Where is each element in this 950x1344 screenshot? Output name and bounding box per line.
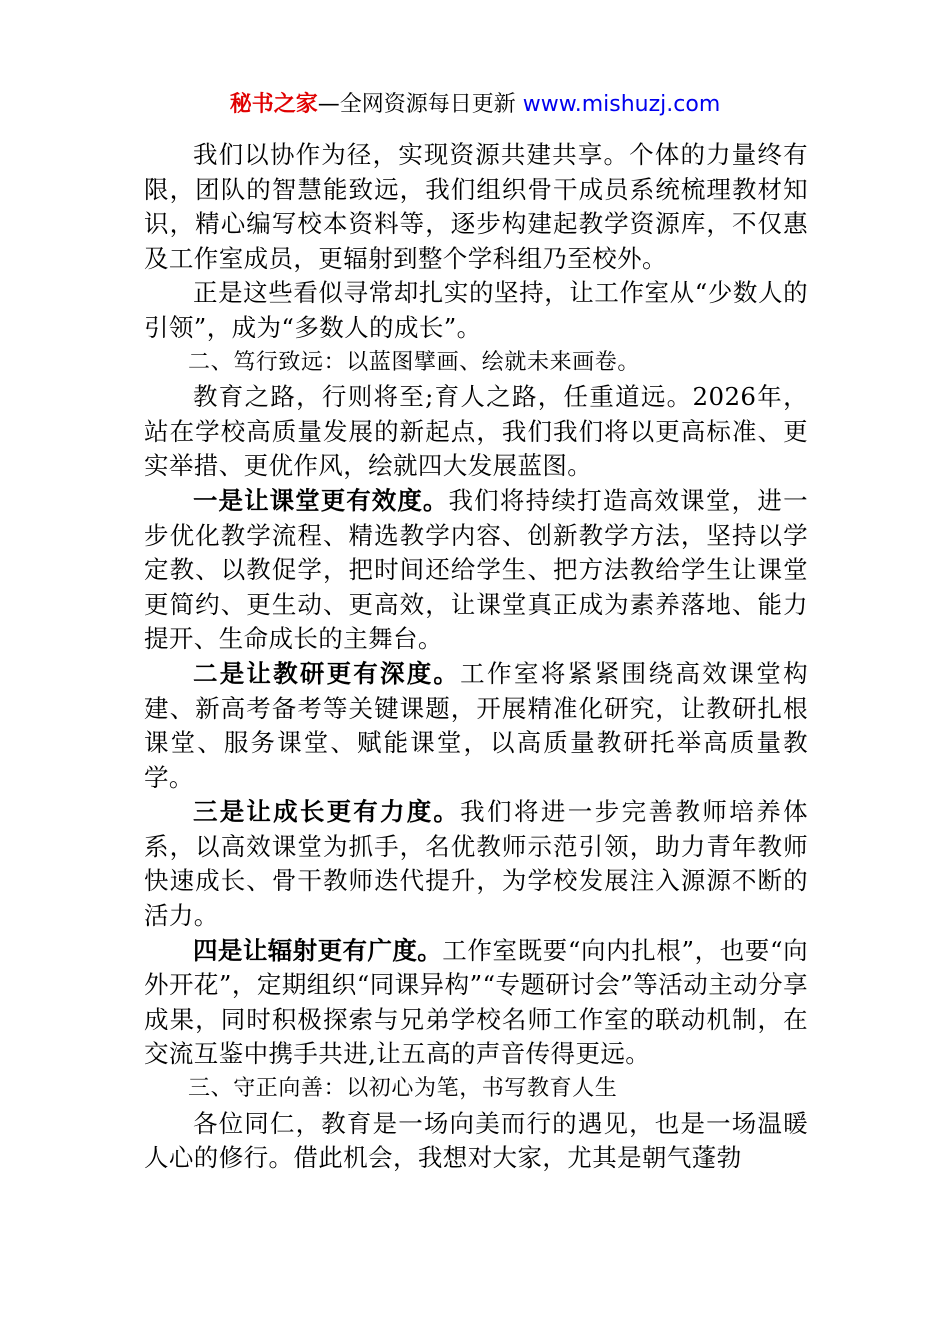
paragraph-lead: 三是让成长更有力度。 [193, 797, 461, 827]
section-heading-text: 二、笃行致远：以蓝图擘画、绘就未来画卷。 [188, 349, 641, 375]
paragraph-text: 工作室将紧紧围绕高效课堂构建、新高考备考等关键课题，开展精准化研究，让教研扎根课堂、服务课堂、赋能课堂，以高质量教研托举高质量教学。 [144, 658, 809, 792]
brand-name: 秘书之家 [229, 92, 318, 117]
paragraph-text: 工作室既要“向内扎根”，也要“向外开花”，定期组织“同课异构”“专题研讨会”等活动主动分享成果，同时积极探索与兄弟学校名师工作室的联动机制，在交流互鉴中携手共进,让五高的声音传得更远。 [144, 935, 809, 1069]
paragraph-lead: 四是让辐射更有广度。 [193, 935, 443, 965]
paragraph-persistence [144, 276, 808, 345]
paragraph-outreach [144, 934, 808, 1072]
paragraph-lead: 一是让课堂更有效度。 [193, 485, 449, 515]
paragraph-text: 各位同仁，教育是一场向美而行的遇见，也是一场温暖人心的修行。借此机会，我想对大家，尤其是朝气蓬勃 [144, 1108, 808, 1173]
paragraph-text: 教育之路，行则将至;育人之路，任重道远。2026年，站在学校高质量发展的新起点，我们我们将以更高标准、更实举措、更优作风，绘就四大发展蓝图。 [144, 382, 808, 481]
paragraph-text: 我们将进一步完善教师培养体系，以高效课堂为抓手，名优教师示范引领，助力青年教师快速成长、骨干教师迭代提升，为学校发展注入源源不断的活力。 [144, 797, 809, 931]
header-tagline: —全网资源每日更新 [317, 92, 523, 117]
section-heading-2 [144, 346, 808, 381]
site-url-link[interactable]: www.mishuzj.com [522, 92, 721, 117]
paragraph-research [144, 657, 808, 795]
paragraph-lead: 二是让教研更有深度。 [193, 658, 461, 688]
paragraph-text: 我们以协作为径，实现资源共建共享。个体的力量终有限，团队的智慧能致远，我们组织骨干成员系统梳理教材知识，精心编写校本资料等，逐步构建起教学资源库，不仅惠及工作室成员，更辐射到整个学科组乃至校外。 [144, 140, 808, 273]
document-body [144, 138, 808, 1176]
paragraph-text: 正是这些看似寻常却扎实的坚持，让工作室从“少数人的引领”，成为“多数人的成长”。 [144, 278, 808, 342]
section-heading-text: 三、守正向善：以初心为笔，书写教育人生 [188, 1076, 618, 1102]
paragraph-colleagues [144, 1107, 808, 1176]
paragraph-collaboration [144, 138, 808, 276]
site-header [0, 88, 950, 122]
paragraph-classroom [144, 484, 808, 657]
section-heading-3 [144, 1072, 808, 1107]
paragraph-education-road [144, 380, 808, 484]
paragraph-text: 我们将持续打造高效课堂，进一步优化教学流程、精选教学内容、创新教学方法，坚持以学定教、以教促学，把时间还给学生、把方法教给学生让课堂更简约、更生动、更高效，让课堂真正成为素养落地、能力提开、生命成长的主舞台。 [144, 485, 808, 654]
paragraph-growth [144, 795, 808, 933]
